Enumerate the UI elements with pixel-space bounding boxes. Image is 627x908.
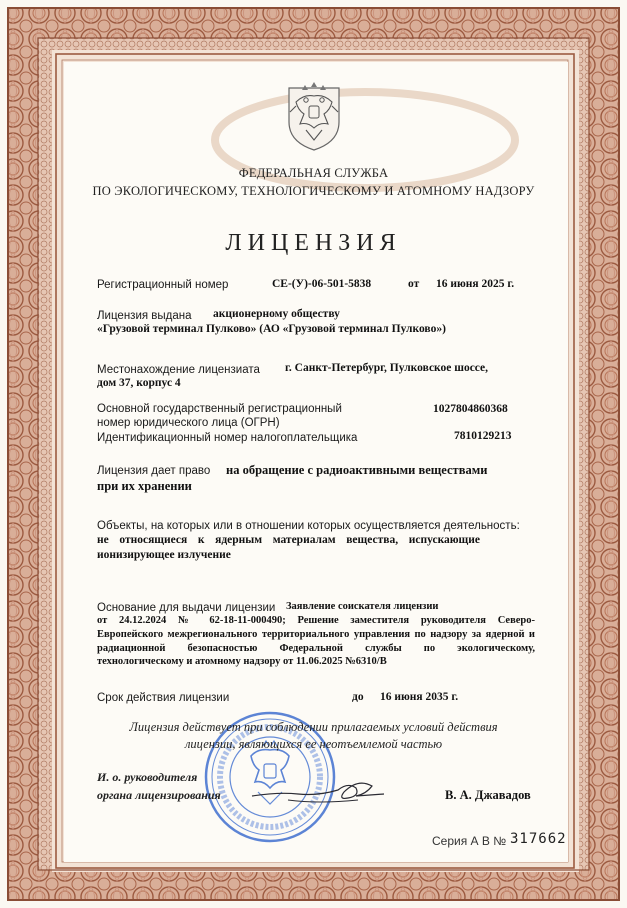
agency-name-line2: ПО ЭКОЛОГИЧЕСКОМУ, ТЕХНОЛОГИЧЕСКОМУ И АТОМНОМУ НАДЗОРУ bbox=[92, 184, 535, 198]
issued-label: Лицензия выдана bbox=[97, 310, 192, 322]
objects-line2: ионизирующее излучение bbox=[97, 549, 231, 561]
document-title: ЛИЦЕНЗИЯ bbox=[225, 230, 402, 256]
validity-date: 16 июня 2035 г. bbox=[380, 691, 459, 703]
coat-of-arms-icon bbox=[284, 80, 344, 152]
signatory-role-line2: органа лицензирования bbox=[97, 788, 221, 802]
signatory-role-line1: И. о. руководителя bbox=[97, 770, 198, 784]
location-label: Местонахождение лицензиата bbox=[97, 364, 260, 376]
inn-label: Идентификационный номер налогоплательщика bbox=[97, 432, 358, 444]
registration-date: 16 июня 2025 г. bbox=[436, 278, 515, 290]
issued-line2: «Грузовой терминал Пулково» (АО «Грузовой терминал Пулково») bbox=[97, 323, 446, 335]
location-line1: г. Санкт-Петербург, Пулковское шоссе, bbox=[285, 362, 489, 374]
registration-from: от bbox=[408, 278, 420, 290]
right-label: Лицензия дает право bbox=[97, 465, 211, 477]
right-line1: на обращение с радиоактивными веществами bbox=[226, 463, 488, 477]
signatory-name: В. А. Джавадов bbox=[445, 788, 531, 802]
objects-label: Объекты, на которых или в отношении которых осуществляется деятельность: bbox=[97, 520, 520, 532]
basis-line2: Европейского межрегионального территориального управления по надзору за ядерной и bbox=[97, 629, 535, 640]
registration-number: СЕ-(У)-06-501-5838 bbox=[272, 278, 372, 290]
registration-label: Регистрационный номер bbox=[97, 279, 229, 291]
validity-note-line1: Лицензия действует при соблюдении прилагаемых условий действия bbox=[129, 720, 498, 734]
location-line2: дом 37, корпус 4 bbox=[97, 377, 181, 389]
objects-line1: не относящиеся к ядерным материалам вещества, испускающие bbox=[97, 534, 480, 546]
basis-line3: радиационной безопасностью Федеральной службы по экологическому, bbox=[97, 643, 535, 654]
ogrn-value: 1027804860368 bbox=[433, 403, 508, 415]
watermark bbox=[200, 80, 530, 200]
validity-note-line2: лицензии, являющихся ее неотъемлемой частью bbox=[184, 737, 443, 751]
serial-label: Серия А В № bbox=[432, 834, 507, 848]
basis-label: Основание для выдачи лицензии bbox=[97, 602, 276, 614]
basis-line0: Заявление соискателя лицензии bbox=[286, 601, 439, 612]
ogrn-label-line1: Основной государственный регистрационный bbox=[97, 403, 342, 415]
basis-line4: технологическому и атомному надзору от 11.06.2025 №6310/В bbox=[97, 656, 387, 667]
issued-line1: акционерному обществу bbox=[213, 308, 340, 320]
validity-prefix: до bbox=[352, 691, 364, 703]
right-line2: при их хранении bbox=[97, 479, 192, 493]
handwritten-signature bbox=[248, 770, 388, 810]
validity-label: Срок действия лицензии bbox=[97, 692, 230, 704]
ogrn-label-line2: номер юридического лица (ОГРН) bbox=[97, 417, 280, 429]
agency-name-line1: ФЕДЕРАЛЬНАЯ СЛУЖБА bbox=[238, 166, 389, 180]
basis-line1: от 24.12.2024 № 62-18-11-000490; Решение заместителя руководителя Северо- bbox=[97, 615, 535, 626]
serial-number: 317662 bbox=[510, 831, 567, 847]
inn-value: 7810129213 bbox=[454, 430, 512, 442]
